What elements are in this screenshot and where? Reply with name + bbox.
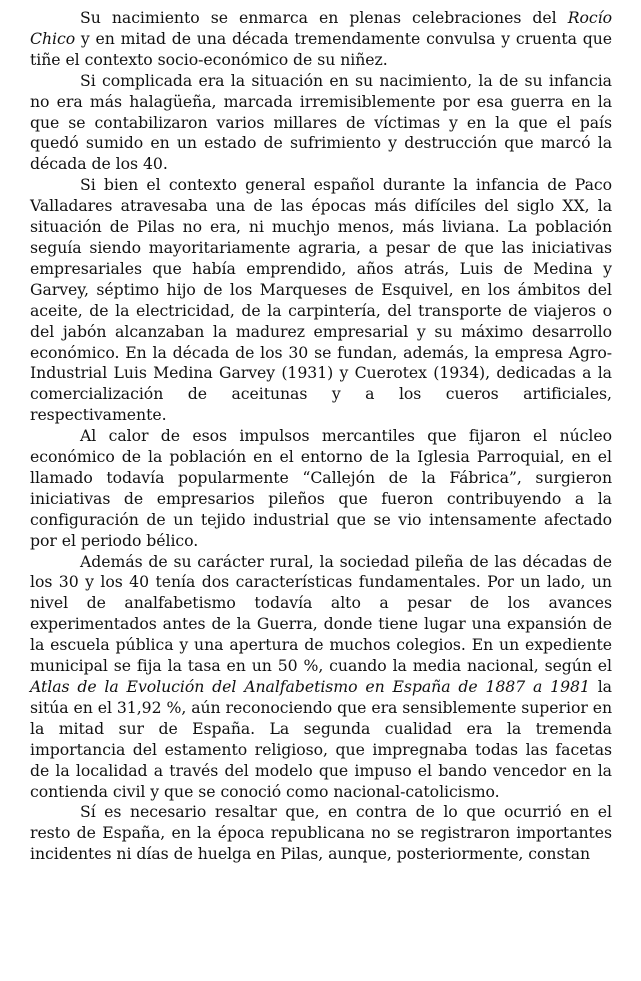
document-page: [30, 8, 612, 865]
text-run: Si bien el contexto general español durante la infancia de Paco Valladares atravesaba una de las épocas más difíciles del siglo XX, la situación de Pilas no era, ni muchjo menos, más liviana. La población seguía siendo mayoritariamente agraria, a pesar de que las iniciativas empresariales que había emprendido, años atrás, Luis de Medina y Garvey, séptimo hijo de los Marqueses de Esquivel, en los ámbitos del aceite, de la electricidad, de la carpintería, del transporte de viajeros o del jabón alcanzaban la madurez empresarial y su máximo desarrollo económico. En la década de los 30 se fundan, además, la empresa Agro-Industrial Luis Medina Garvey (1931) y Cuerotex (1934), dedicadas a la comercialización de aceitunas y a los cueros artificiales, respectivamente.: [30, 175, 612, 425]
paragraph-2: [30, 71, 612, 176]
paragraph-1: [30, 8, 612, 71]
paragraph-6: [30, 802, 612, 865]
text-run: la sitúa en el 31,92 %, aún reconociendo que era sensiblemente superior en la mitad sur de España. La segunda cualidad era la tremenda importancia del estamento religioso, que impregnaba todas las facetas de la localidad a través del modelo que impuso el bando vencedor en la contienda civil y que se conoció como nacional-catolicismo.: [30, 677, 613, 801]
text-run: Además de su carácter rural, la sociedad pileña de las décadas de los 30 y los 40 tenía dos características fundamentales. Por un lado, un nivel de analfabetismo todavía alto a pesar de los avances experimentados antes de la Guerra, donde tiene lugar una expansión de la escuela pública y una apertura de muchos colegios. En un expediente municipal se fija la tasa en un 50 %, cuando la media nacional, según el: [30, 551, 612, 676]
text-run-italic: Atlas de la Evolución del Analfabetismo en España de 1887 a 1981: [30, 677, 590, 696]
text-run: Sí es necesario resaltar que, en contra de lo que ocurrió en el resto de España, en la época republicana no se registraron importantes incidentes ni días de huelga en Pilas, aunque, posteriormente, constan: [30, 802, 612, 864]
text-run: Si complicada era la situación en su nacimiento, la de su infancia no era más halagüeña, marcada irremisiblemente por esa guerra en la que se contabilizaron varios millares de víctimas y en la que el país quedó sumido en un estado de sufrimiento y destrucción que marcó la década de los 40.: [30, 70, 612, 174]
paragraph-3: [30, 175, 612, 426]
paragraph-5: [30, 552, 612, 803]
text-run: Su nacimiento se enmarca en plenas celebraciones del: [80, 8, 568, 27]
text-run: y en mitad de una década tremendamente convulsa y cruenta que tiñe el contexto socio-económico de su niñez.: [30, 28, 612, 69]
paragraph-4: [30, 426, 612, 551]
text-run: Al calor de esos impulsos mercantiles que fijaron el núcleo económico de la población en el entorno de la Iglesia Parroquial, en el llamado todavía popularmente “Callejón de la Fábrica”, surgieron iniciativas de empresarios pileños que fueron contribuyendo a la configuración de un tejido industrial que se vio intensamente afectado por el periodo bélico.: [30, 426, 612, 550]
text-run-italic: Rocío Chico: [30, 8, 612, 48]
